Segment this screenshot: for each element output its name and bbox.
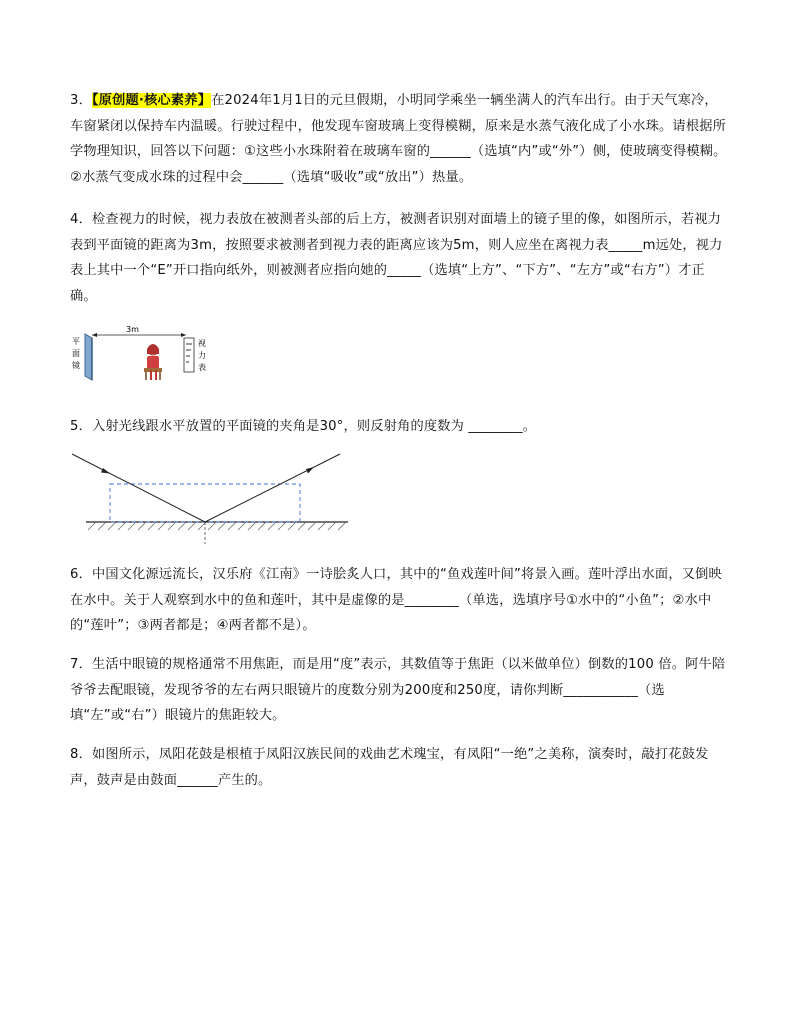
eye-chart xyxy=(184,338,194,372)
person-figure xyxy=(144,344,162,380)
mirror-label-2: 面 xyxy=(72,349,80,358)
reflected-ray-arrow xyxy=(306,467,314,474)
question-text: 6．中国文化源远流长，汉乐府《江南》一诗脍炙人口，其中的“鱼戏莲叶间”将景入画。莲叶浮出水面，又倒映在水中。关于人观察到水中的鱼和莲叶，其中是虚像的是________（单选，选填序号①水中的“小鱼”；②水中的“莲叶”；③两者都是；④两者都不是）。 xyxy=(70,567,722,633)
chart-label-3: 表 xyxy=(198,363,206,372)
distance-arrow-right xyxy=(181,333,186,337)
chart-label-2: 力 xyxy=(198,351,206,360)
mirror-label-1: 平 xyxy=(72,337,80,346)
incident-ray-arrow xyxy=(101,468,110,474)
reflected-ray xyxy=(205,454,340,522)
incident-ray xyxy=(72,454,205,522)
question-tag-highlight: 【原创题·核心素养】 xyxy=(91,93,212,108)
dashed-guide-box xyxy=(110,484,300,522)
question-4 xyxy=(70,207,730,309)
question-number: 3． xyxy=(70,93,92,108)
question-text: 4．检查视力的时候，视力表放在被测者头部的后上方，被测者识别对面墙上的镜子里的像，如图所示，若视力表到平面镜的距离为3m，按照要求被测者到视力表的距离应该为5m，则人应坐在离视力表_____m远处，视力表上其中一个“E”开口指向纸外，则被测者应指向她的_____（选填“上方”、“下方”、“左方”或“右方”）才正确。 xyxy=(70,212,723,304)
question-8 xyxy=(70,742,730,793)
eye-test-figure xyxy=(68,322,218,384)
mirror-hatching xyxy=(88,522,346,530)
question-5 xyxy=(70,414,730,440)
question-6 xyxy=(70,562,730,639)
distance-arrow-left xyxy=(92,333,97,337)
plane-mirror xyxy=(85,334,92,380)
question-7 xyxy=(70,652,730,729)
question-text: 5．入射光线跟水平放置的平面镜的夹角是30°，则反射角的度数为 ________。 xyxy=(70,419,537,434)
reflection-figure xyxy=(70,448,352,550)
question-text: 8．如图所示，凤阳花鼓是根植于凤阳汉族民间的戏曲艺术瑰宝，有凤阳“一绝”之美称，演奏时，敲打花鼓发声，鼓声是由鼓面______产生的。 xyxy=(70,747,709,788)
chart-label-1: 视 xyxy=(198,339,206,348)
mirror-label-3: 镜 xyxy=(72,361,80,370)
question-text: 在2024年1月1日的元旦假期，小明同学乘坐一辆坐满人的汽车出行。由于天气寒冷，车窗紧闭以保持车内温暖。行驶过程中，他发现车窗玻璃上变得模糊，原来是水蒸气液化成了小水珠。请根据所学物理知识，回答以下问题：①这些小水珠附着在玻璃车窗的______（选填“内”或“外”）侧，使玻璃变得模糊。②水蒸气变成水珠的过程中会______（选填“吸收”或“放出”）热量。 xyxy=(70,93,727,185)
question-3 xyxy=(70,88,730,190)
distance-label: 3m xyxy=(126,325,139,334)
question-text: 7．生活中眼镜的规格通常不用焦距，而是用“度”表示，其数值等于焦距（以米做单位）倒数的100 倍。阿牛陪爷爷去配眼镜，发现爷爷的左右两只眼镜片的度数分别为200度和250度，请你判断___________（选填“左”或“右”）眼镜片的焦距较大。 xyxy=(70,657,726,723)
